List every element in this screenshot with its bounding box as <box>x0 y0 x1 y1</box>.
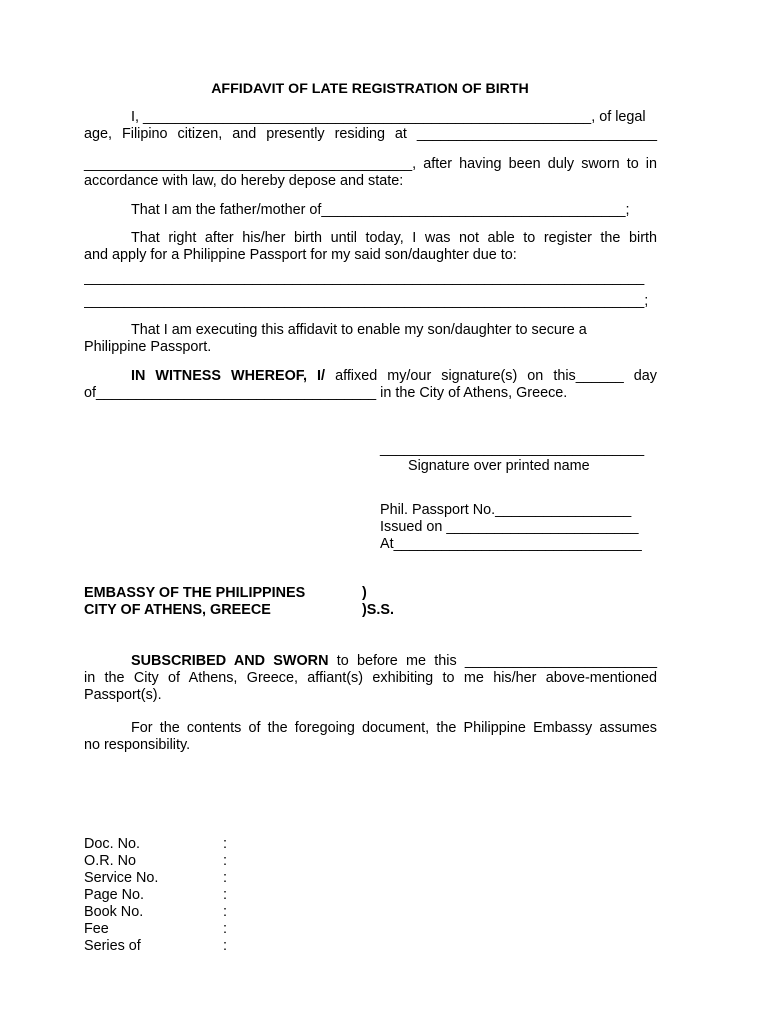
venue-line-2: CITY OF ATHENS, GREECE )S.S. <box>84 602 394 618</box>
venue-line-1: EMBASSY OF THE PHILIPPINES ) <box>84 585 367 601</box>
reason-blank-2[interactable]: ______________________________________________________________________; <box>84 293 649 309</box>
witness-month-blank[interactable]: of___________________________________ in the City of Athens, Greece. <box>84 385 568 401</box>
issued-on-field[interactable]: Issued on ________________________ <box>380 519 639 535</box>
purpose-line-2: Philippine Passport. <box>84 339 212 355</box>
disclaimer-line-1: For the contents of the foregoing document, the Philippine Embassy assumes <box>131 720 657 736</box>
record-page-no[interactable]: Page No. : <box>84 887 227 903</box>
signature-line[interactable]: _________________________________ <box>380 441 645 457</box>
witness-bold: IN WITNESS WHEREOF, I/ <box>131 368 326 384</box>
purpose-line-1: That I am executing this affidavit to enable my son/daughter to secure a <box>131 322 587 338</box>
record-book-no[interactable]: Book No. : <box>84 904 227 920</box>
issued-at-field[interactable]: At_______________________________ <box>380 536 642 552</box>
intro-line-4: accordance with law, do hereby depose and state: <box>84 173 404 189</box>
parent-line[interactable]: That I am the father/mother of______________________________________; <box>131 202 630 218</box>
jurat-line-3: Passport(s). <box>84 687 162 703</box>
document-title: AFFIDAVIT OF LATE REGISTRATION OF BIRTH <box>211 81 529 97</box>
record-fee[interactable]: Fee : <box>84 921 227 937</box>
witness-day-blank[interactable]: affixed my/our signature(s) on this______ day <box>325 368 657 384</box>
reason-line-1: That right after his/her birth until today, I was not able to register the birth <box>131 230 657 246</box>
record-service-no[interactable]: Service No. : <box>84 870 227 886</box>
intro-line-2[interactable]: age, Filipino citizen, and presently residing at ______________________________ <box>84 126 657 142</box>
reason-blank-1[interactable]: ______________________________________________________________________ <box>84 270 645 286</box>
jurat-paragraph <box>84 653 657 704</box>
record-doc-no[interactable]: Doc. No. : <box>84 836 227 852</box>
intro-line-1: I, ________________________________________________________, of legal <box>131 109 646 125</box>
jurat-bold: SUBSCRIBED AND SWORN <box>131 653 329 669</box>
reason-line-2: and apply for a Philippine Passport for my said son/daughter due to: <box>84 247 517 263</box>
jurat-date-blank[interactable]: to before me this ________________________ <box>328 653 658 669</box>
reason-paragraph <box>84 230 657 310</box>
parent-paragraph <box>84 202 657 219</box>
purpose-paragraph <box>84 322 657 356</box>
disclaimer-paragraph <box>84 720 657 754</box>
intro-paragraph-cont <box>84 156 657 190</box>
passport-no-field[interactable]: Phil. Passport No._________________ <box>380 502 632 518</box>
intro-paragraph <box>84 109 657 143</box>
intro-line-3[interactable]: _________________________________________, after having been duly sworn to in <box>84 156 657 172</box>
name-blank[interactable]: ________________________________________________________ <box>143 109 592 125</box>
witness-paragraph <box>84 368 657 402</box>
record-series-of[interactable]: Series of : <box>84 938 227 954</box>
record-or-no[interactable]: O.R. No : <box>84 853 227 869</box>
jurat-line-2: in the City of Athens, Greece, affiant(s) exhibiting to me his/her above-mentioned <box>84 670 657 686</box>
signature-label: Signature over printed name <box>408 458 590 474</box>
notarial-records <box>84 836 284 955</box>
disclaimer-line-2: no responsibility. <box>84 737 191 753</box>
